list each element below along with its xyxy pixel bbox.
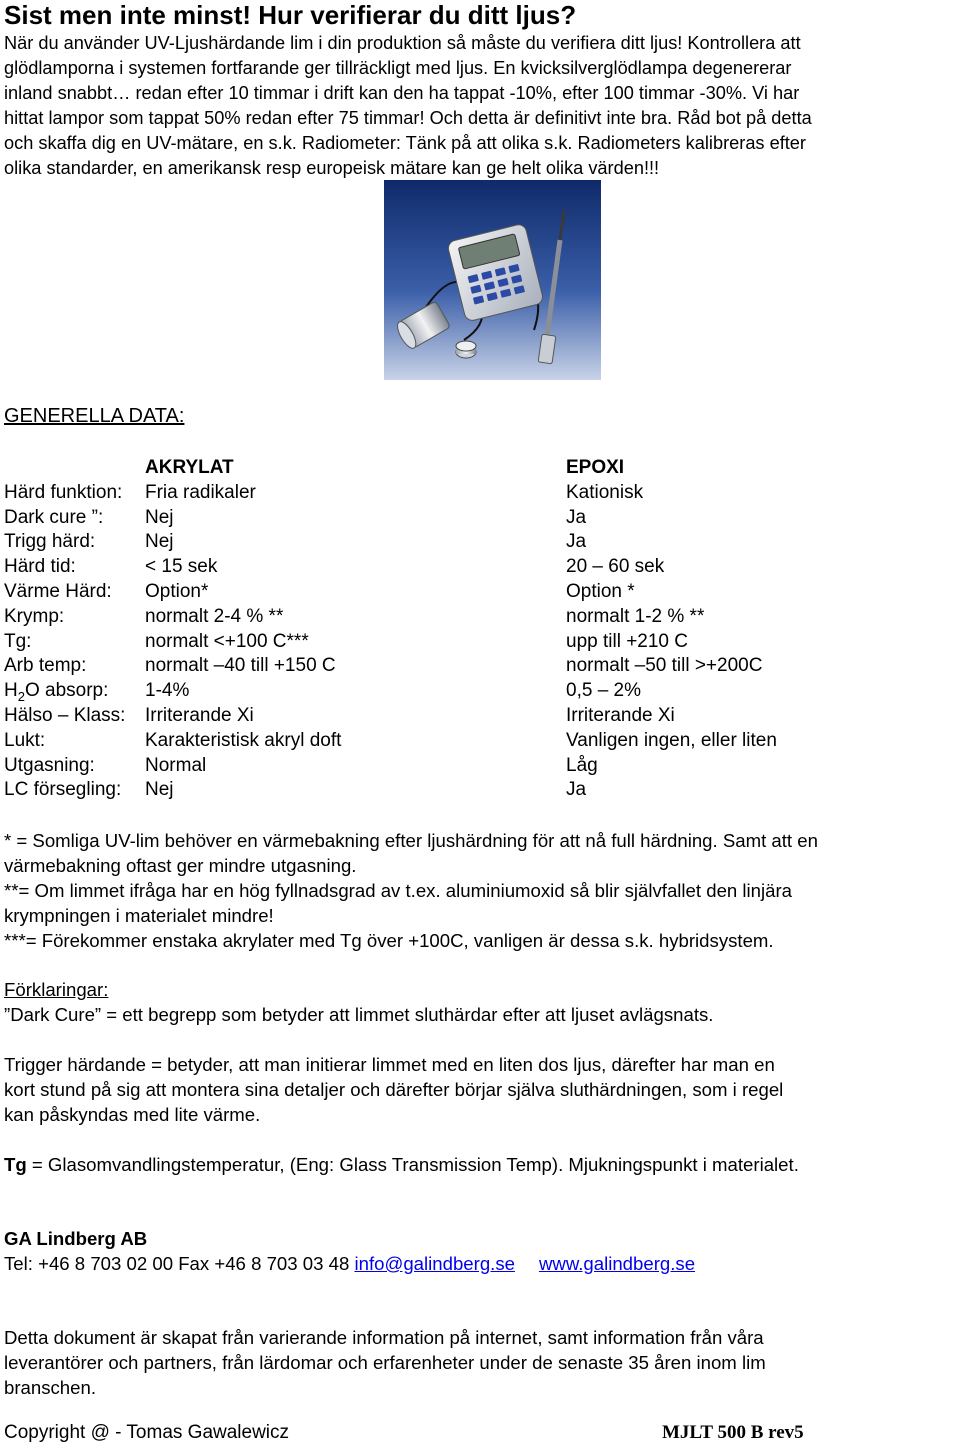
akrylat-value: < 15 sek [145,556,218,578]
explanations-title: Förklaringar: [4,979,109,1000]
table-row [4,654,954,679]
footnote-line: krympningen i materialet mindre! [4,905,274,926]
akrylat-value: normalt <+100 C*** [145,630,309,652]
row-label: Härd tid: [4,556,76,578]
table-row [4,580,954,605]
spacer [4,1276,954,1325]
notes-section [4,828,954,1400]
disclaimer-line: Detta dokument är skapat från varierande information på internet, samt information från våra [4,1327,764,1348]
intro-line: glödlamporna i systemen fortfarande ger tillräckligt med ljus. En kvicksilverglödlampa degenererar [4,58,792,78]
akrylat-value: Nej [145,531,174,553]
copyright-text: Copyright @ - Tomas Gawalewicz [4,1422,290,1443]
epoxi-value: Vanligen ingen, eller liten [566,729,777,751]
table-row [4,530,954,555]
dark-cure-definition: ”Dark Cure” = ett begrepp som betyder att limmet sluthärdar efter att ljuset avlägsnats. [4,1004,714,1025]
footnote-line: **= Om limmet ifråga har en hög fyllnadsgrad av t.ex. aluminiumoxid så blir självfallet den linjära [4,880,793,901]
disclaimer-line: branschen. [4,1377,96,1398]
tg-definition [4,1152,954,1177]
company-name: GA Lindberg AB [4,1228,148,1249]
spacer [4,1127,954,1152]
row-label: Arb temp: [4,655,87,677]
radiometer-photo [384,180,601,380]
akrylat-value: normalt –40 till +150 C [145,655,336,677]
row-label: Trigg härd: [4,531,96,553]
footnote-line: * = Somliga UV-lim behöver en värmebakning efter ljushärdning för att nå full härdning. Samt att en [4,830,818,851]
column-header-akrylat: AKRYLAT [145,457,234,478]
table-row [4,630,954,655]
spacer [4,953,954,977]
akrylat-value: Normal [145,754,207,776]
row-label: Dark cure ”: [4,506,104,528]
trigger-line: Trigger härdande = betyder, att man initierar limmet med en liten dos ljus, därefter har man en [4,1054,775,1075]
footnote-line: ***= Förekommer enstaka akrylater med Tg över +100C, vanligen är dessa s.k. hybridsystem. [4,930,774,951]
email-link[interactable]: info@galindberg.se [354,1253,515,1274]
row-label: Hälso – Klass: [4,704,126,726]
table-row [4,704,954,729]
akrylat-value: Nej [145,506,174,528]
table-row [4,555,954,580]
trigger-line: kort stund på sig att montera sina detaljer och därefter börjar själva sluthärdningen, som i regel [4,1079,784,1100]
table-header-row [4,456,954,481]
intro-line: När du använder UV-Ljushärdande lim i din produktion så måste du verifiera ditt ljus! Kontrollera att [4,33,801,53]
akrylat-value: Fria radikaler [145,481,256,503]
column-header-epoxi: EPOXI [566,457,625,478]
company-contact [4,1251,954,1276]
h2o-h: H [4,680,18,702]
h2o-rest: O absorp: [24,680,109,702]
row-label: Tg: [4,630,32,652]
table-row [4,481,954,506]
disclaimer-line: leverantörer och partners, från lärdomar och erfarenheter under de senaste 35 åren inom lim [4,1352,766,1373]
row-label: Krymp: [4,605,65,627]
table-row [4,506,954,531]
intro-line: hittat lampor som tappat 50% redan efter 75 timmar! Och detta är definitivt inte bra. Råd bot på detta [4,108,812,128]
intro-line: inland snabbt… redan efter 10 timmar i drift kan den ha tappat -10%, efter 100 timmar -30%. Vi har [4,83,800,103]
akrylat-value: Irriterande Xi [145,704,254,726]
row-label: Värme Härd: [4,580,112,602]
table-row [4,729,954,754]
table-row [4,679,954,704]
epoxi-value: Kationisk [566,481,644,503]
epoxi-value: Ja [566,779,587,801]
spacer [4,1027,954,1052]
contact-text: Tel: +46 8 703 02 00 Fax +46 8 703 03 48 [4,1253,355,1274]
document-id: MJLT 500 B rev5 [662,1422,804,1443]
akrylat-value: Option* [145,580,209,602]
intro-line: och skaffa dig en UV-mätare, en s.k. Radiometer: Tänk på att olika s.k. Radiometers kalibreras efter [4,133,806,153]
epoxi-value: Irriterande Xi [566,704,675,726]
epoxi-value: normalt 1-2 % ** [566,605,705,627]
row-label: Lukt: [4,729,46,751]
akrylat-value: normalt 2-4 % ** [145,605,284,627]
section-title: GENERELLA DATA: [4,405,185,427]
h2o-subscript: 2 [17,688,25,704]
akrylat-value: 1-4% [145,680,190,702]
row-label: Utgasning: [4,754,95,776]
table-row [4,605,954,630]
row-label: Härd funktion: [4,481,123,503]
row-label: LC försegling: [4,779,122,801]
epoxi-value: 0,5 – 2% [566,680,641,702]
epoxi-value: Option * [566,580,635,602]
intro-line: olika standarder, en amerikansk resp europeisk mätare kan ge helt olika värden!!! [4,158,660,178]
page-title: Sist men inte minst! Hur verifierar du ditt ljus? [4,0,577,30]
intro-paragraph [4,31,959,181]
tg-term: Tg [4,1154,27,1175]
epoxi-value: Ja [566,506,587,528]
footnote-line: värmebakning oftast ger mindre utgasning. [4,855,357,876]
epoxi-value: 20 – 60 sek [566,556,665,578]
epoxi-value: upp till +210 C [566,630,688,652]
spacer [4,1177,954,1226]
akrylat-value: Karakteristisk akryl doft [145,729,342,751]
table-row [4,754,954,779]
epoxi-value: normalt –50 till >+200C [566,655,763,677]
data-table [4,456,954,803]
website-link[interactable]: www.galindberg.se [538,1253,696,1274]
akrylat-value: Nej [145,779,174,801]
epoxi-value: Låg [566,754,598,776]
tg-text: = Glasomvandlingstemperatur, (Eng: Glass Transmission Temp). Mjukningspunkt i materialet. [26,1154,799,1175]
epoxi-value: Ja [566,531,587,553]
table-row [4,778,954,803]
trigger-line: kan påskyndas med lite värme. [4,1104,261,1125]
